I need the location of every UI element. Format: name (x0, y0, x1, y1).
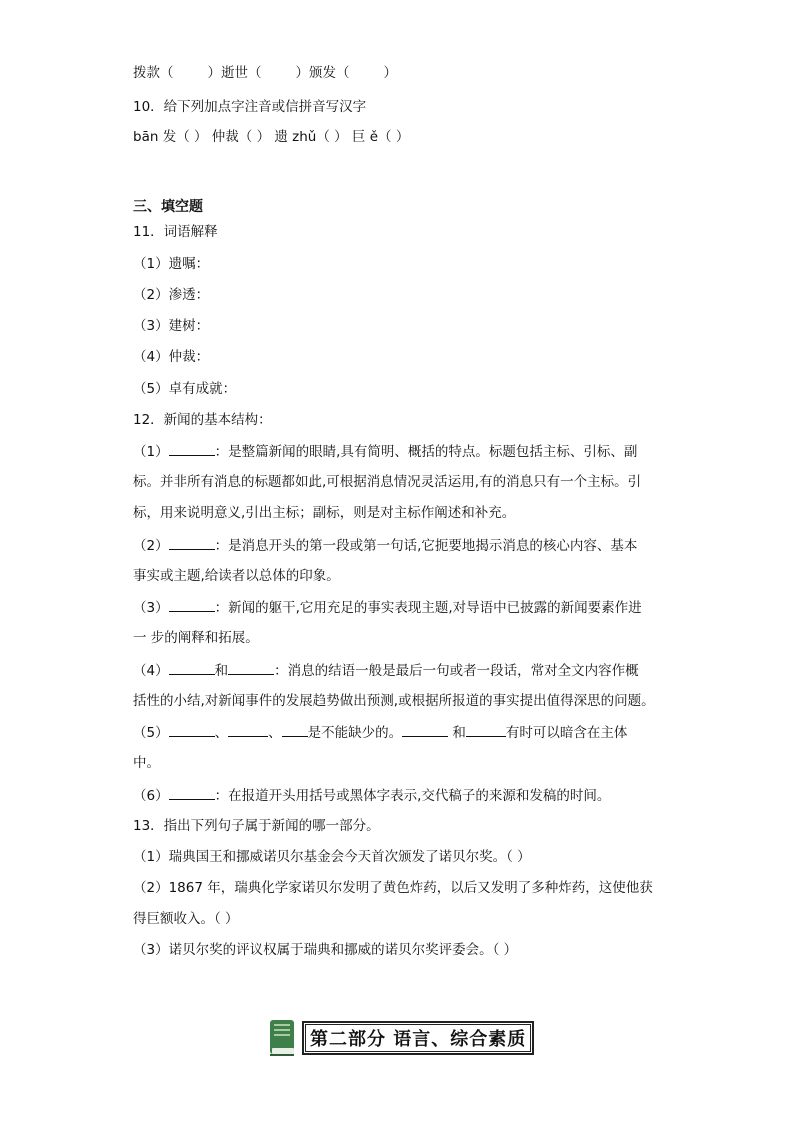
word-banfa: 颁发（ (309, 65, 350, 81)
q12-line-5 (133, 722, 627, 743)
q13-item: （3）诺贝尔奖的评议权属于瑞典和挪威的诺贝尔奖评委会。（ ） (133, 942, 518, 958)
answer-blank[interactable] (169, 597, 215, 612)
word-shishi: 逝世（ (221, 65, 262, 81)
answer-blank[interactable] (169, 535, 215, 550)
item-number: （5） (133, 725, 169, 741)
q13-item-cont: 得巨额收入。（ ） (133, 911, 239, 927)
text: ：在报道开头用括号或黑体字表示,交代稿子的来源和发稿的时间。 (214, 788, 611, 804)
item-number: （1） (133, 444, 169, 460)
section-title: 三、填空题 (133, 199, 203, 215)
item-number: （6） (133, 788, 169, 804)
q12-line-4 (133, 660, 639, 681)
q13-title: 13．指出下列句子属于新闻的哪一部分。 (133, 818, 380, 834)
q12-title: 12．新闻的基本结构： (133, 412, 272, 428)
q12-line-1-cont: 标，用来说明意义,引出主标；副标，则是对主标作阐述和补充。 (133, 505, 516, 521)
q11-item: （5）卓有成就： (133, 381, 237, 397)
answer-blank[interactable] (169, 722, 215, 737)
q11-item: （4）仲裁： (133, 349, 210, 365)
answer-blank[interactable] (466, 722, 506, 737)
text: ：新闻的躯干,它用充足的事实表现主题,对导语中已披露的新闻要素作进 (214, 600, 642, 616)
paren-close: ） (383, 65, 397, 81)
q13-item: （1）瑞典国王和挪威诺贝尔基金会今天首次颁发了诺贝尔奖。（ ） (133, 849, 531, 865)
item-number: （4） (133, 663, 169, 679)
q11-title: 11．词语解释 (133, 224, 218, 240)
answer-blank[interactable] (228, 722, 268, 737)
q12-line-6 (133, 785, 610, 806)
text: 是不能缺少的。 (307, 725, 403, 741)
q11-item: （2）渗透： (133, 287, 210, 303)
q10-items: bān 发（ ） 仲裁（ ） 遗 zhǔ（ ） 巨 ě（ ） (133, 129, 410, 145)
q10-title: 10．给下列加点字注音或信拼音写汉字 (133, 99, 367, 115)
item-number: （2） (133, 538, 169, 554)
part-two-title: 第二部分 语言、综合素质 (302, 1021, 534, 1055)
q12-line-2-cont: 事实或主题,给读者以总体的印象。 (133, 568, 340, 584)
paren-close: ） (295, 65, 309, 81)
answer-blank[interactable] (169, 441, 215, 456)
q11-item: （3）建树： (133, 318, 210, 334)
text: 、 (268, 725, 282, 741)
book-icon (268, 1018, 298, 1058)
text: ：消息的结语一般是最后一句或者一段话，常对全文内容作概 (274, 663, 639, 679)
answer-blank[interactable] (282, 722, 308, 737)
part-two-banner (268, 1018, 534, 1058)
q12-line-3 (133, 597, 642, 618)
item-number: （3） (133, 600, 169, 616)
text: ：是消息开头的第一段或第一句话,它扼要地揭示消息的核心内容、基本 (214, 538, 638, 554)
q12-line-1 (133, 441, 637, 462)
text: 和 (214, 663, 229, 679)
q9-tail-line (133, 63, 397, 83)
q12-line-5-cont: 中。 (133, 755, 160, 771)
answer-blank[interactable] (402, 722, 448, 737)
answer-blank[interactable] (228, 660, 274, 675)
word-bokuan: 拨款（ (133, 65, 174, 81)
q13-item: （2）1867 年，瑞典化学家诺贝尔发明了黄色炸药，以后又发明了多种炸药，这使他获 (133, 880, 653, 896)
q11-item: （1）遗嘱： (133, 256, 210, 272)
text: 、 (214, 725, 229, 741)
answer-blank[interactable] (169, 660, 215, 675)
text: ：是整篇新闻的眼睛,具有简明、概括的特点。标题包括主标、引标、副 (214, 444, 638, 460)
answer-blank[interactable] (169, 785, 215, 800)
q12-line-1-cont: 标。并非所有消息的标题都如此,可根据消息情况灵活运用,有的消息只有一个主标。引 (133, 474, 642, 490)
paren-close: ） (207, 65, 221, 81)
q12-line-2 (133, 535, 637, 556)
q12-line-3-cont: 一 步的阐释和拓展。 (133, 630, 259, 646)
text: 有时可以暗含在主体 (505, 725, 628, 741)
text: 和 (448, 725, 466, 741)
q12-line-4-cont: 括性的小结,对新闻事件的发展趋势做出预测,或根据所报道的事实提出值得深思的问题。 (133, 693, 655, 709)
